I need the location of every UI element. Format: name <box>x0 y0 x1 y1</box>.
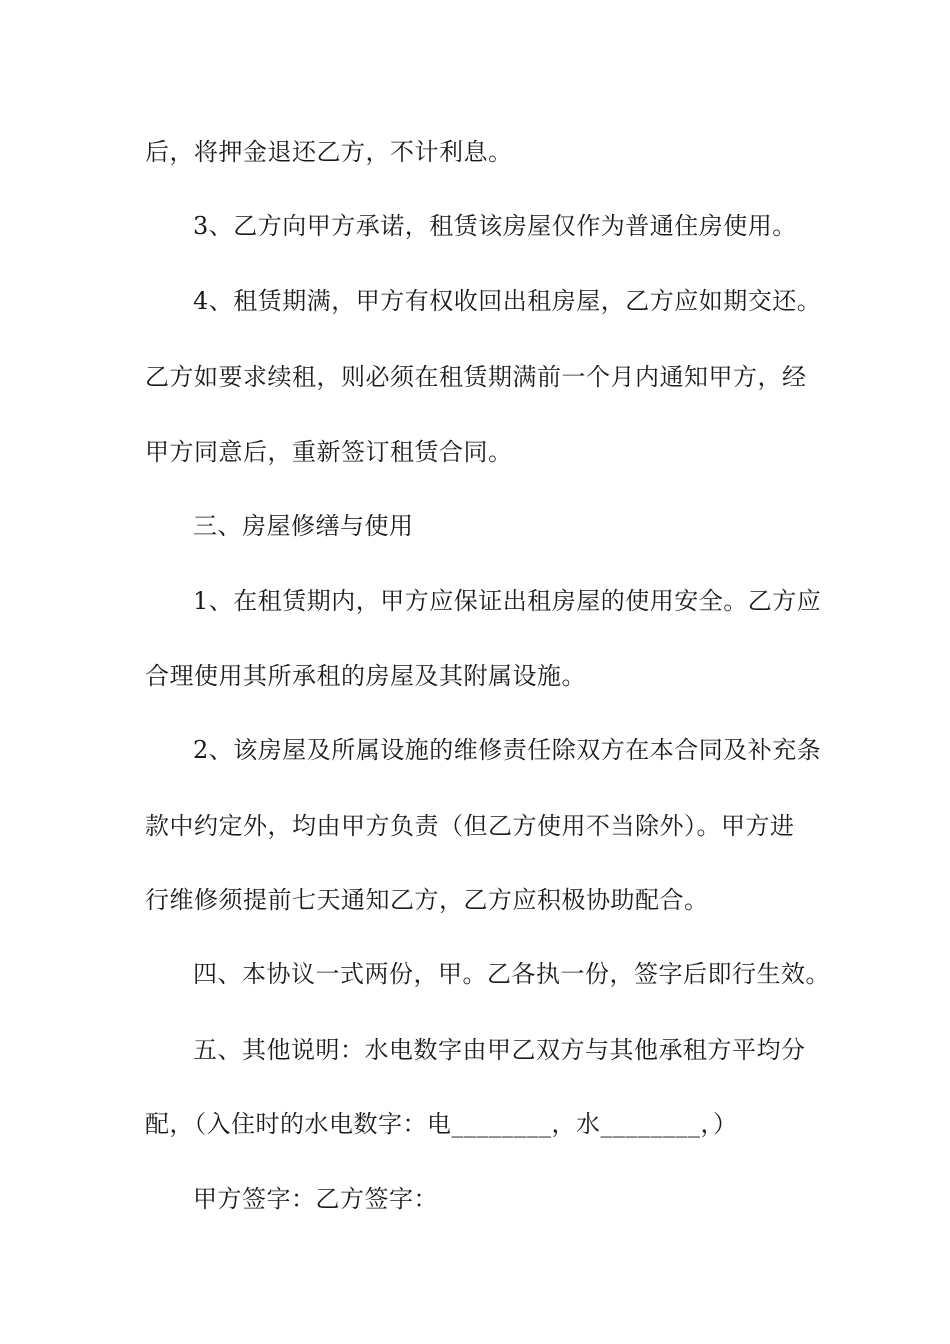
paragraph-line: 款中约定外，均由甲方负责（但乙方使用不当除外）。甲方进 <box>145 812 795 840</box>
signature-line: 甲方签字：乙方签字： <box>193 1185 438 1213</box>
paragraph-line: 1、在租赁期内，甲方应保证出租房屋的使用安全。乙方应 <box>193 587 822 615</box>
paragraph-line: 合理使用其所承租的房屋及其附属设施。 <box>145 662 586 690</box>
paragraph-line: 四、本协议一式两份，甲。乙各执一份，签字后即行生效。 <box>193 960 830 988</box>
paragraph-line: 行维修须提前七天通知乙方，乙方应积极协助配合。 <box>145 886 709 914</box>
paragraph-line: 乙方如要求续租，则必须在租赁期满前一个月内通知甲方，经 <box>145 363 807 391</box>
paragraph-line: 后，将押金退还乙方，不计利息。 <box>145 138 513 166</box>
paragraph-line: 五、其他说明：水电数字由甲乙双方与其他承租方平均分 <box>193 1036 806 1064</box>
paragraph-line: 4、租赁期满，甲方有权收回出租房屋，乙方应如期交还。 <box>193 287 822 315</box>
section-heading: 三、房屋修缮与使用 <box>193 512 414 540</box>
paragraph-line: 甲方同意后，重新签订租赁合同。 <box>145 438 513 466</box>
paragraph-line: 3、乙方向甲方承诺，租赁该房屋仅作为普通住房使用。 <box>193 212 797 240</box>
paragraph-line: 2、该房屋及所属设施的维修责任除双方在本合同及补充条 <box>193 736 822 764</box>
paragraph-line: 配，（入住时的水电数字：电________，水________，） <box>145 1110 738 1138</box>
